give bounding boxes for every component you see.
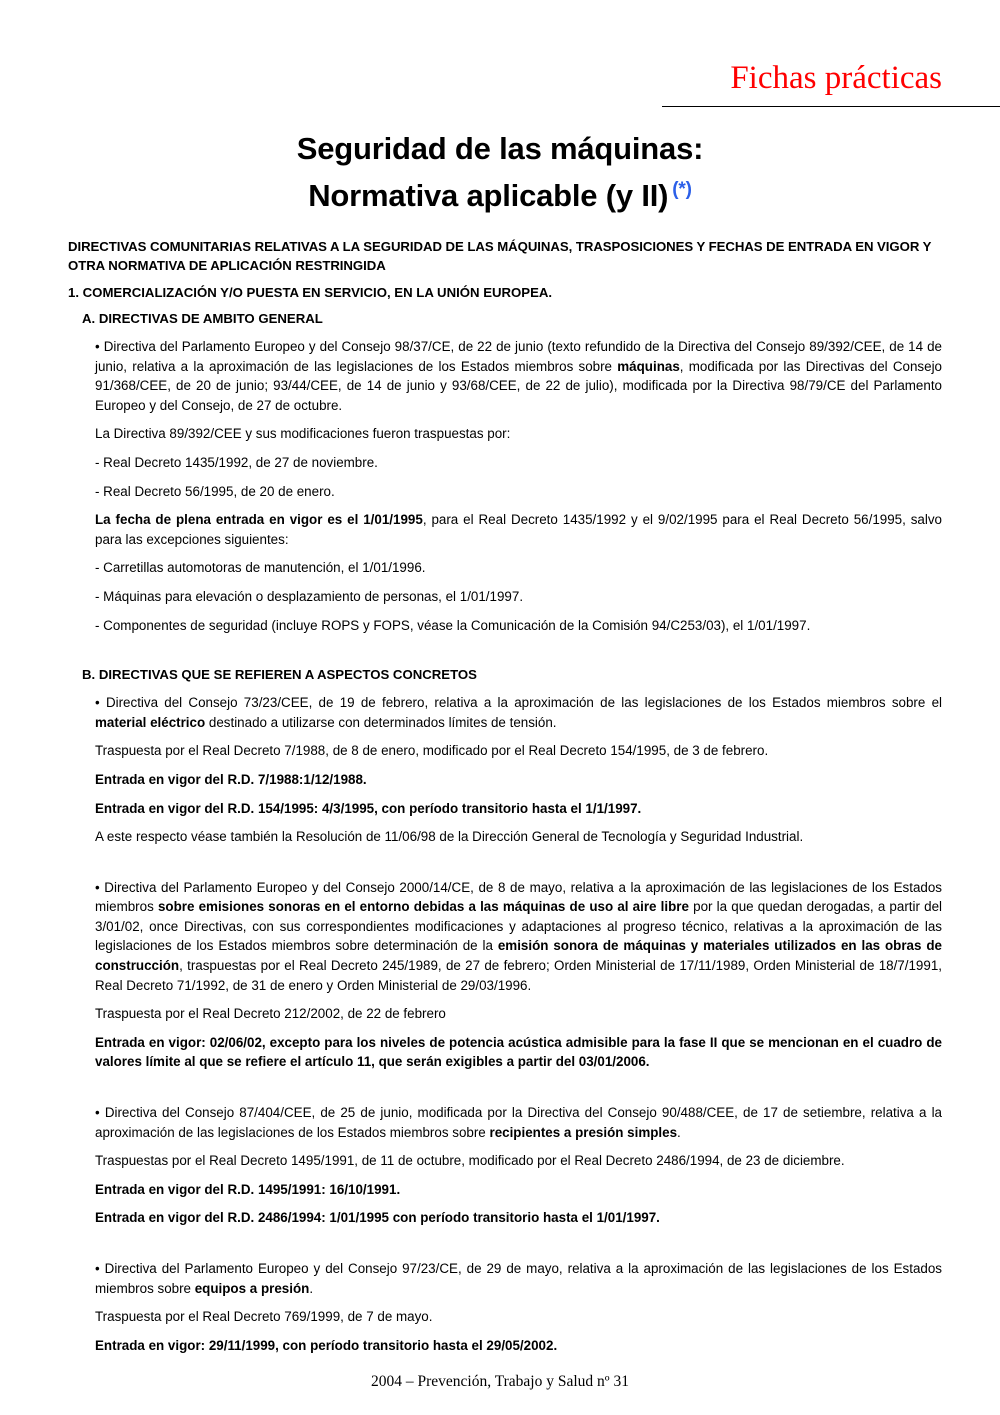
paragraph-b11-entry-in-force: Entrada en vigor del R.D. 1495/1991: 16/10/1991. — [95, 1181, 401, 1197]
paragraph-b1-part1: • Directiva del Consejo 73/23/CEE, de 19 de febrero, relativa a la aproximación de las legislaciones de los Estados miembros sobre el — [95, 695, 942, 711]
paragraph-b1-part2: destinado a utilizarse con determinados límites de tensión. — [205, 714, 557, 730]
paragraph-a1-bold-maquinas: máquinas — [617, 358, 680, 374]
paragraph-b13-part1: • Directiva del Parlamento Europeo y del Consejo 97/23/CE, de 29 de mayo, relativa a la aproximación de las legislaciones de los Estados miembros sobre — [95, 1261, 942, 1296]
paragraph-b12-entry-in-force: Entrada en vigor del R.D. 2486/1994: 1/01/1995 con período transitorio hasta el 1/01/1997. — [95, 1210, 660, 1226]
paragraph-spacer-1 — [68, 856, 942, 878]
list-item-componentes-seguridad: - Componentes de seguridad (incluye ROPS y FOPS, véase la Comunicación de la Comisión 94/C253/03), el 1/01/1997. — [95, 617, 811, 633]
paragraph-b1-bold-material-electrico: material eléctrico — [95, 714, 206, 730]
paragraph-b13-part2: . — [309, 1280, 314, 1296]
header-divider-rule — [662, 106, 1000, 107]
section-heading-b: B. DIRECTIVAS QUE SE REFIEREN A ASPECTOS CONCRETOS — [82, 667, 477, 683]
paragraph-b4-entry-in-force: Entrada en vigor del R.D. 154/1995: 4/3/1995, con período transitorio hasta el 1/1/1997. — [95, 800, 642, 816]
footnote-marker: (*) — [672, 179, 692, 200]
list-item-rd-1435-1992: - Real Decreto 1435/1992, de 27 de noviembre. — [95, 454, 378, 470]
page-footer: 2004 – Prevención, Trabajo y Salud nº 31 — [371, 1373, 629, 1390]
document-body — [68, 238, 942, 1364]
paragraph-b7-trasposicion: Traspuesta por el Real Decreto 212/2002, de 22 de febrero — [95, 1006, 446, 1022]
paragraph-b9-part2: . — [677, 1124, 681, 1140]
paragraph-b3-entry-in-force: Entrada en vigor del R.D. 7/1988:1/12/1988. — [95, 771, 367, 787]
paragraph-a5-entry-in-force — [68, 510, 942, 549]
paragraph-b8-entry-in-force: Entrada en vigor: 02/06/02, excepto para los niveles de potencia acústica admisible para la fase II que se mencionan en el cuadro de valores límite al que se refiere el artículo 11, que serán exigibles a partir del 03/01/2006. — [95, 1034, 942, 1070]
paragraph-b2-trasposicion: Traspuesta por el Real Decreto 7/1988, de 8 de enero, modificado por el Real Decreto 154/1995, de 3 de febrero. — [95, 743, 769, 759]
page-title-line-2 — [0, 169, 1000, 216]
paragraph-a1 — [68, 337, 942, 415]
paragraph-b9 — [68, 1103, 942, 1142]
paragraph-b6-bold-emisiones-sonoras: sobre emisiones sonoras en el entorno debidas a las máquinas de uso al aire libre — [157, 899, 689, 915]
section-heading-1: 1. COMERCIALIZACIÓN Y/O PUESTA EN SERVICIO, EN LA UNIÓN EUROPEA. — [68, 285, 553, 300]
paragraph-b6-part3: , traspuestas por el Real Decreto 245/1989, de 27 de febrero; Orden Ministerial de 17/11/1989, Orden Ministerial de 18/7/1991, Real Decreto 71/1992, de 31 de enero y Orden Ministerial de 29/03/1996. — [95, 958, 942, 993]
list-item-rd-56-1995: - Real Decreto 56/1995, de 20 de enero. — [95, 483, 335, 499]
paragraph-a1-part2: , modificada por las Directivas del Consejo 91/368/CEE, de 20 de junio; 93/44/CEE, de 14 de junio y 93/68/CEE, de 22 de julio), modificada por la Directiva 98/79/CE del Parlamento Europeo y del Consejo, de 27 de octubre. — [95, 358, 942, 413]
paragraph-a1-part1: • Directiva del Parlamento Europeo y del Consejo 98/37/CE, de 22 de junio (texto refundido de la Directiva del Consejo 89/392/CEE, de 14 de junio, relativa a la aproximación de las legislaciones de los Estados miembros sobre — [95, 339, 942, 374]
paragraph-a5-bold: La fecha de plena entrada en vigor es el 1/01/1995 — [95, 512, 423, 528]
paragraph-spacer-2 — [68, 1081, 942, 1103]
paragraph-b1 — [68, 693, 942, 732]
paragraph-b6-part2: por la que quedan derogadas, a partir del 3/01/02, once Directivas, con sus correspondientes modificaciones y adaptaciones al progreso técnico, relativas a la aproximación de las legislaciones de los Estados miembros sobre determinación de la — [95, 899, 942, 954]
paragraph-b14-trasposicion: Traspuesta por el Real Decreto 769/1999, de 7 de mayo. — [95, 1309, 433, 1325]
list-item-maquinas-elevacion: - Máquinas para elevación o desplazamiento de personas, el 1/01/1997. — [95, 588, 524, 604]
page-header — [0, 0, 1000, 112]
section-spacer — [68, 644, 942, 666]
paragraph-a5-rest: , para el Real Decreto 1435/1992 y el 9/02/1995 para el Real Decreto 56/1995, salvo para las excepciones siguientes: — [95, 512, 942, 547]
paragraph-b6 — [68, 878, 942, 996]
paragraph-b6-part1: • Directiva del Parlamento Europeo y del Consejo 2000/14/CE, de 8 de mayo, relativa a la aproximación de las legislaciones de los Estados miembros — [95, 879, 942, 915]
page-title-line-1: Seguridad de las máquinas: — [296, 131, 704, 166]
paragraph-b9-bold-recipientes-presion: recipientes a presión simples — [489, 1124, 678, 1140]
paragraph-b13 — [68, 1259, 942, 1298]
paragraph-spacer-3 — [68, 1237, 942, 1259]
list-item-carretillas: - Carretillas automotoras de manutención, el 1/01/1996. — [95, 560, 426, 576]
intro-heading: DIRECTIVAS COMUNITARIAS RELATIVAS A LA SEGURIDAD DE LAS MÁQUINAS, TRASPOSICIONES Y FECHAS DE ENTRADA EN VIGOR Y OTRA NORMATIVA DE APLICACIÓN RESTRINGIDA — [68, 239, 932, 273]
running-header-title: Fichas prácticas — [730, 60, 942, 96]
paragraph-b13-bold-equipos-presion: equipos a presión — [194, 1280, 310, 1296]
paragraph-a2: La Directiva 89/392/CEE y sus modificaciones fueron traspuestas por: — [95, 426, 511, 442]
page-title — [0, 128, 1000, 216]
section-heading-a: A. DIRECTIVAS DE AMBITO GENERAL — [82, 311, 323, 326]
paragraph-b5-resolucion: A este respecto véase también la Resolución de 11/06/98 de la Dirección General de Tecnología y Seguridad Industrial. — [95, 829, 804, 845]
paragraph-b9-part1: • Directiva del Consejo 87/404/CEE, de 25 de junio, modificada por la Directiva del Consejo 90/488/CEE, de 17 de setiembre, relativa a la aproximación de las legislaciones de los Estados miembros sobre — [95, 1105, 942, 1140]
page-title-line-2-text: Normativa aplicable (y II) — [308, 178, 669, 213]
paragraph-b10-trasposicion: Traspuestas por el Real Decreto 1495/1991, de 11 de octubre, modificado por el Real Decreto 2486/1994, de 23 de diciembre. — [95, 1153, 845, 1169]
paragraph-b15-entry-in-force: Entrada en vigor: 29/11/1999, con período transitorio hasta el 29/05/2002. — [95, 1337, 558, 1353]
paragraph-b6-bold-emision-sonora: emisión sonora de máquinas y materiales utilizados en las obras de construcción — [95, 938, 942, 974]
